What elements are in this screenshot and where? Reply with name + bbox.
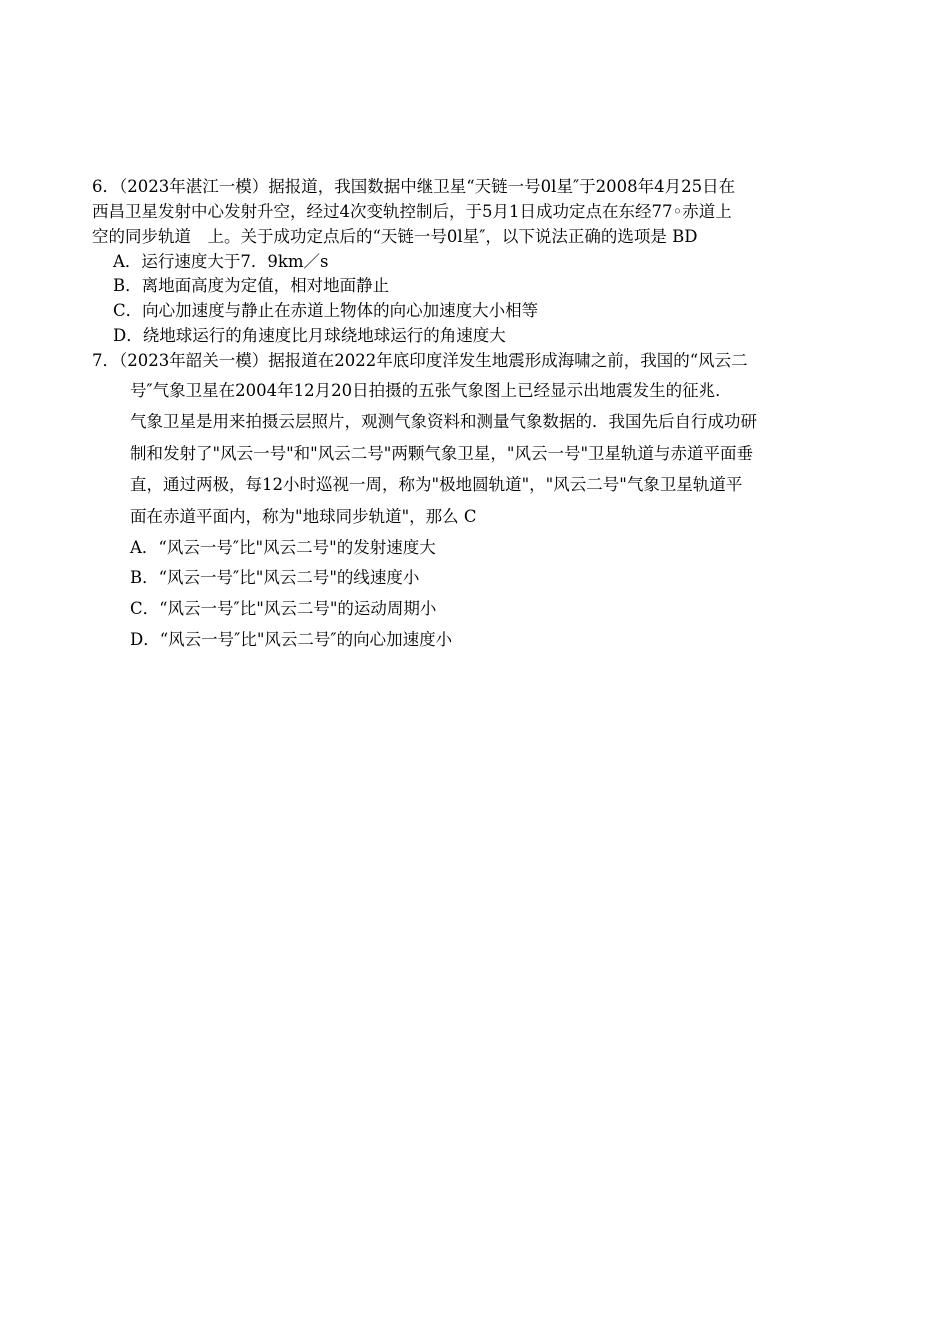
question-7-line-5: 直，通过两极，每12小时巡视一周，称为"极地圆轨道"，"风云二号"气象卫星轨道平 [130, 475, 743, 494]
question-7-option-c: C．“风云一号″比"风云二号"的运动周期小 [130, 599, 437, 618]
question-6-line-2: 西昌卫星发射中心发射升空，经过4次变轨控制后，于5月1日成功定点在东经77◦赤道上 [92, 202, 732, 221]
question-6-line-1: 6．（2023年湛江一模）据报道，我国数据中继卫星“天链一号0l星″于2008年4月25日在 [92, 177, 736, 196]
question-6-line-3: 空的同步轨道 上。关于成功定点后的“天链一号0l星″，以下说法正确的选项是 BD [92, 227, 698, 246]
question-6-option-c: C．向心加速度与静止在赤道上物体的向心加速度大小相等 [113, 301, 539, 320]
question-7-line-3: 气象卫星是用来拍摄云层照片，观测气象资料和测量气象数据的．我国先后自行成功研 [130, 412, 757, 431]
question-7-line-4: 制和发射了"风云一号"和"风云二号"两颗气象卫星，"风云一号"卫星轨道与赤道平面垂 [130, 444, 754, 463]
question-7-line-6: 面在赤道平面内，称为"地球同步轨道"，那么 C [130, 507, 477, 526]
question-6-option-b: B．离地面高度为定值，相对地面静止 [113, 276, 390, 295]
question-7-option-b: B．“风云一号″比"风云二号"的线速度小 [130, 568, 420, 587]
question-7-option-a: A．“风云一号″比"风云二号"的发射速度大 [130, 538, 436, 557]
question-6-option-d: D．绕地球运行的角速度比月球绕地球运行的角速度大 [113, 326, 506, 345]
question-7-line-1: 7．（2023年韶关一模）据报道在2022年底印度洋发生地震形成海啸之前，我国的“风云二 [92, 351, 748, 370]
question-7-option-d: D．“风云一号″比"风云二号″的向心加速度小 [130, 630, 453, 649]
question-6-option-a: A．运行速度大于7．9km／s [113, 252, 329, 271]
question-7-line-2: 号″气象卫星在2004年12月20日拍摄的五张气象图上已经显示出地震发生的征兆． [130, 381, 732, 400]
